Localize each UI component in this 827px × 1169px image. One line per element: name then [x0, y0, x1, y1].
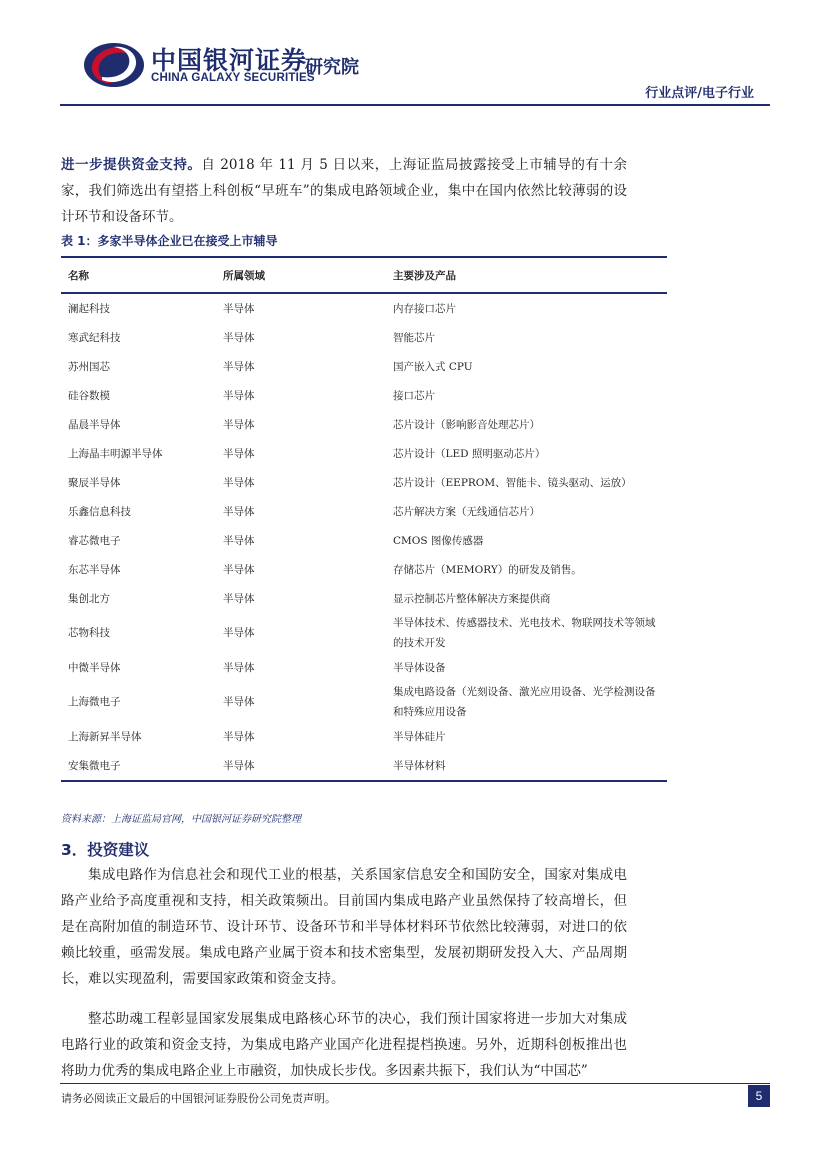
column-header-products: 主要涉及产品 — [386, 257, 667, 293]
company-field: 半导体 — [223, 563, 255, 576]
logo-english-name: CHINA GALAXY SECURITIES — [151, 72, 315, 84]
company-name: 中微半导体 — [68, 661, 121, 674]
company-name: 上海微电子 — [68, 696, 121, 708]
company-products: 半导体设备 — [393, 661, 446, 674]
company-name: 安集微电子 — [61, 751, 216, 781]
institute-label: 研究院 — [305, 57, 359, 78]
section-paragraph-1: 集成电路作为信息社会和现代工业的根基，关系国家信息安全和国防安全，国家对集成电路产业给予高度重视和支持，相关政策频出。目前国内集成电路产业虽然保持了较高增长，但是在高附加值的制造环节、设计环节、设备环节和半导体材料环节依然比较薄弱，对进口的依赖比较重，亟需发展。集成电路产业属于资本和技术密集型，发展初期研发投入大、产品周期长，难以实现盈利，需要国家政策和资金支持。 — [61, 867, 627, 987]
table-row — [61, 439, 667, 468]
table-row — [61, 323, 667, 352]
company-name: 寒武纪科技 — [68, 331, 121, 344]
column-header-name: 名称 — [61, 257, 216, 293]
table-row — [61, 555, 667, 584]
intro-lead: 进一步提供资金支持。 — [61, 157, 202, 173]
company-products: 半导体材料 — [386, 751, 667, 781]
footer-divider — [60, 1083, 770, 1084]
company-name: 硅谷数模 — [68, 389, 110, 402]
table-row — [61, 410, 667, 439]
company-products: 智能芯片 — [393, 331, 435, 344]
ipo-tutoring-table — [61, 256, 667, 782]
table-title: 表 1：多家半导体企业已在接受上市辅导 — [61, 234, 278, 248]
table-row — [61, 613, 667, 653]
company-name: 乐鑫信息科技 — [68, 505, 131, 518]
company-field: 半导体 — [223, 331, 255, 344]
section-title: 3．投资建议 — [61, 841, 150, 859]
company-name: 晶晨半导体 — [68, 418, 121, 431]
company-products: 半导体硅片 — [393, 730, 446, 743]
company-name: 聚辰半导体 — [68, 476, 121, 489]
company-products: 内存接口芯片 — [393, 302, 456, 315]
table-row — [61, 722, 667, 751]
table-row — [61, 352, 667, 381]
table-row — [61, 381, 667, 410]
company-name: 上海新昇半导体 — [68, 730, 142, 743]
company-name: 东芯半导体 — [68, 563, 121, 576]
company-field: 半导体 — [223, 730, 255, 743]
company-name: 上海晶丰明源半导体 — [68, 447, 163, 460]
disclaimer-note: 请务必阅读正文最后的中国银河证券股份公司免责声明。 — [61, 1092, 336, 1105]
company-products: 芯片设计（EEPROM、智能卡、镜头驱动、运放） — [393, 476, 632, 489]
table-row — [61, 584, 667, 613]
header-divider — [60, 104, 770, 106]
page-header — [0, 0, 827, 110]
company-name: 芯物科技 — [68, 627, 110, 639]
company-field: 半导体 — [223, 389, 255, 402]
logo-chinese-name: 中国银河证券 — [151, 46, 308, 75]
company-products: CMOS 图像传感器 — [393, 534, 484, 547]
section-paragraph-2: 整芯助魂工程彰显国家发展集成电路核心环节的决心，我们预计国家将进一步加大对集成电路行业的政策和资金支持，为集成电路产业国产化进程提档换速。另外，近期科创板推出也将助力优秀的集成电路企业上市融资，加快成长步伐。多因素共振下，我们认为“中国芯” — [61, 1011, 627, 1079]
company-field: 半导体 — [216, 751, 386, 781]
company-products: 芯片解决方案（无线通信芯片） — [393, 505, 540, 518]
company-field: 半导体 — [223, 505, 255, 518]
company-field: 半导体 — [223, 476, 255, 489]
galaxy-logo-icon — [82, 40, 146, 90]
table-row — [61, 751, 667, 781]
table-row — [61, 526, 667, 555]
company-field: 半导体 — [223, 447, 255, 460]
company-field: 半导体 — [223, 661, 255, 674]
page-number: 5 — [748, 1085, 770, 1107]
company-products: 国产嵌入式 CPU — [393, 360, 473, 373]
company-name: 睿芯微电子 — [68, 534, 121, 547]
table-header-row — [61, 257, 667, 293]
company-field: 半导体 — [223, 696, 255, 708]
table-row — [61, 653, 667, 682]
company-products: 存储芯片（MEMORY）的研发及销售。 — [393, 563, 582, 576]
intro-paragraph — [61, 152, 627, 230]
intro-text: 自 2018 年 11 月 5 日以来，上海证监局披露接受上市辅导的有十余家，我们筛选出有望搭上科创板“早班车”的集成电路领域企业，集中在国内依然比较薄弱的设计环节和设备环节。 — [61, 157, 628, 225]
company-name: 苏州国芯 — [68, 360, 110, 373]
company-field: 半导体 — [223, 592, 255, 605]
company-field: 半导体 — [223, 534, 255, 547]
company-products: 芯片设计（影响影音处理芯片） — [393, 418, 540, 431]
company-field: 半导体 — [223, 418, 255, 431]
column-header-field: 所属领域 — [216, 257, 386, 293]
company-products: 集成电路设备（光刻设备、激光应用设备、光学检测设备和特殊应用设备 — [393, 686, 656, 718]
company-field: 半导体 — [223, 302, 255, 315]
company-products: 芯片设计（LED 照明驱动芯片） — [393, 447, 546, 460]
company-products: 接口芯片 — [393, 389, 435, 402]
company-field: 半导体 — [223, 360, 255, 373]
company-field: 半导体 — [223, 627, 255, 639]
table-row — [61, 468, 667, 497]
company-products: 显示控制芯片整体解决方案提供商 — [393, 592, 551, 605]
company-name: 澜起科技 — [68, 302, 110, 315]
company-products: 半导体技术、传感器技术、光电技术、物联网技术等领域的技术开发 — [393, 617, 656, 649]
table-source: 资料来源：上海证监局官网，中国银河证券研究院整理 — [61, 814, 301, 825]
company-name: 集创北方 — [68, 592, 110, 605]
table-row — [61, 497, 667, 526]
report-category: 行业点评/电子行业 — [645, 86, 754, 101]
table-row — [61, 682, 667, 722]
table-row — [61, 293, 667, 323]
